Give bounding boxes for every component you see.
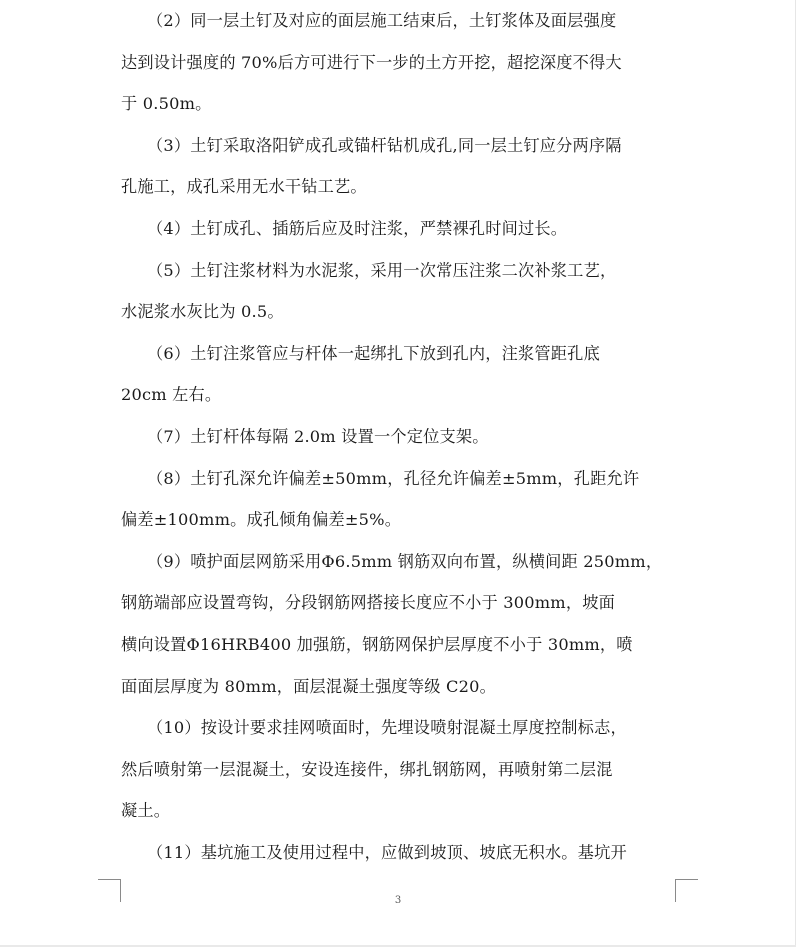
paragraph-8 xyxy=(121,458,677,541)
text-line: 然后喷射第一层混凝土，安设连接件，绑扎钢筋网，再喷射第二层混 xyxy=(121,759,613,779)
text-line: （2）同一层土钉及对应的面层施工结束后，土钉浆体及面层强度 xyxy=(147,11,617,30)
paragraph-6 xyxy=(121,333,677,416)
paragraph-4 xyxy=(121,208,677,250)
text-line: 达到设计强度的 70%后方可进行下一步的土方开挖，超挖深度不得大 xyxy=(121,52,622,72)
paragraph-3 xyxy=(121,125,677,208)
paragraph-11 xyxy=(121,832,677,874)
text-line: （7）土钉杆体每隔 2.0m 设置一个定位支架。 xyxy=(147,426,489,446)
text-line: （3）土钉采取洛阳铲成孔或锚杆钻机成孔,同一层土钉应分两序隔 xyxy=(147,135,622,155)
paragraph-2 xyxy=(121,0,677,125)
text-line: 20cm 左右。 xyxy=(121,385,222,405)
text-line: 水泥浆水灰比为 0.5。 xyxy=(121,302,284,322)
text-line: 偏差±100mm。成孔倾角偏差±5%。 xyxy=(121,510,402,530)
text-line: （10）按设计要求挂网喷面时，先埋设喷射混凝土厚度控制标志， xyxy=(147,718,627,738)
text-line: （5）土钉注浆材料为水泥浆，采用一次常压注浆二次补浆工艺， xyxy=(147,260,617,280)
text-line: 于 0.50m。 xyxy=(121,94,212,114)
text-line: （11）基坑施工及使用过程中，应做到坡顶、坡底无积水。基坑开 xyxy=(147,842,627,862)
text-line: 钢筋端部应设置弯钩，分段钢筋网搭接长度应不小于 300mm，坡面 xyxy=(121,593,616,613)
text-line: 面面层厚度为 80mm，面层混凝土强度等级 C20。 xyxy=(121,676,496,696)
document-body xyxy=(121,0,677,873)
paragraph-9 xyxy=(121,541,677,707)
text-line: 横向设置Φ16HRB400 加强筋，钢筋网保护层厚度不小于 30mm，喷 xyxy=(121,634,633,654)
text-line: （4）土钉成孔、插筋后应及时注浆，严禁裸孔时间过长。 xyxy=(147,218,568,238)
text-line: （9）喷护面层网筋采用Φ6.5mm 钢筋双向布置，纵横间距 250mm， xyxy=(147,551,663,571)
paragraph-7 xyxy=(121,416,677,458)
text-line: （6）土钉注浆管应与杆体一起绑扎下放到孔内，注浆管距孔底 xyxy=(147,343,600,363)
text-line: 孔施工，成孔采用无水干钻工艺。 xyxy=(121,177,367,197)
text-line: （8）土钉孔深允许偏差±50mm，孔径允许偏差±5mm，孔距允许 xyxy=(147,468,640,488)
paragraph-5 xyxy=(121,250,677,333)
paragraph-10 xyxy=(121,707,677,832)
page-number: 3 xyxy=(394,895,402,906)
text-line: 凝土。 xyxy=(121,801,171,821)
